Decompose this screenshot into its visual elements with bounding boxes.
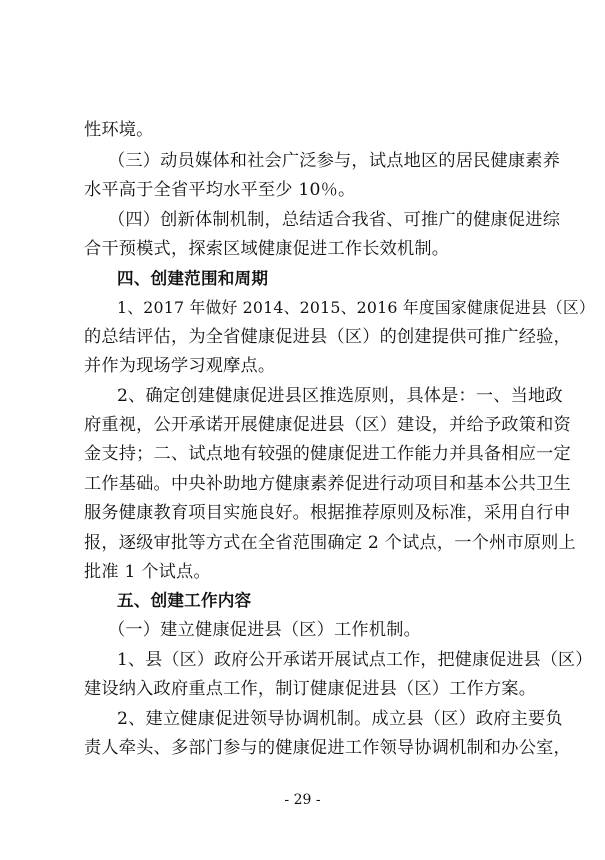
text-line: [0, 675, 605, 703]
text-line: [0, 352, 605, 380]
section-heading: [0, 265, 605, 293]
text-line-content: 报，逐级审批等方式在全省范围确定 2 个试点，一个州市原则上: [84, 533, 576, 553]
text-line: [0, 705, 605, 733]
text-line-content: 水平高于全省平均水平至少 10％。: [84, 180, 356, 200]
section-heading-text: 五、创建工作内容: [117, 591, 252, 610]
text-line-content: 建设纳入政府重点工作，制订健康促进县（区）工作方案。: [84, 679, 537, 699]
text-line-content: 府重视，公开承诺开展健康促进县（区）建设，并给予政策和资: [84, 415, 571, 435]
text-line: [0, 411, 605, 439]
text-line-content: 2、确定创建健康促进县区推选原则，具体是：一、当地政: [117, 386, 563, 406]
text-line-content: 性环境。: [84, 120, 154, 140]
text-line: [0, 616, 605, 644]
text-line: [0, 235, 605, 263]
text-line-content: 工作基础。中央补助地方健康素养促进行动项目和基本公共卫生: [84, 474, 571, 494]
text-line-content: 责人牵头、多部门参与的健康促进工作领导协调机制和办公室，: [84, 738, 571, 758]
text-line-content: 并作为现场学习观摩点。: [84, 356, 276, 376]
text-line: [0, 147, 605, 175]
text-line-content: 的总结评估，为全省健康促进县（区）的创建提供可推广经验，: [84, 327, 571, 347]
text-line: [0, 294, 605, 322]
section-heading-text: 四、创建范围和周期: [117, 269, 269, 288]
text-line-content: （四）创新体制机制，总结适合我省、可推广的健康促进综: [108, 210, 561, 230]
text-line: [0, 529, 605, 557]
page-number: - 29 -: [284, 792, 321, 808]
text-line: [0, 646, 605, 674]
text-line-content: 金支持；二、试点地有较强的健康促进工作能力并具备相应一定: [84, 444, 571, 464]
text-line: [0, 116, 605, 144]
text-line: [0, 440, 605, 468]
section-heading: [0, 587, 605, 615]
text-line: [0, 470, 605, 498]
text-line: [0, 323, 605, 351]
text-line: [0, 734, 605, 762]
text-line: [0, 499, 605, 527]
text-line-content: （一）建立健康促进县（区）工作机制。: [108, 620, 421, 640]
text-line-content: 服务健康教育项目实施良好。根据推荐原则及标准，采用自行申: [84, 503, 571, 523]
text-line-content: 1、县（区）政府公开承诺开展试点工作，把健康促进县（区）: [117, 650, 593, 670]
text-line: [0, 206, 605, 234]
text-line: [0, 558, 605, 586]
text-line: [0, 382, 605, 410]
text-line-content: 1、2017 年做好 2014、2015、2016 年度国家健康促进县（区）: [117, 298, 595, 317]
text-line: [0, 176, 605, 204]
text-line-content: （三）动员媒体和社会广泛参与，试点地区的居民健康素养: [108, 151, 561, 171]
text-line-content: 合干预模式，探索区域健康促进工作长效机制。: [84, 239, 450, 259]
text-line-content: 批准 1 个试点。: [84, 562, 211, 582]
text-line-content: 2、建立健康促进领导协调机制。成立县（区）政府主要负: [117, 709, 563, 729]
